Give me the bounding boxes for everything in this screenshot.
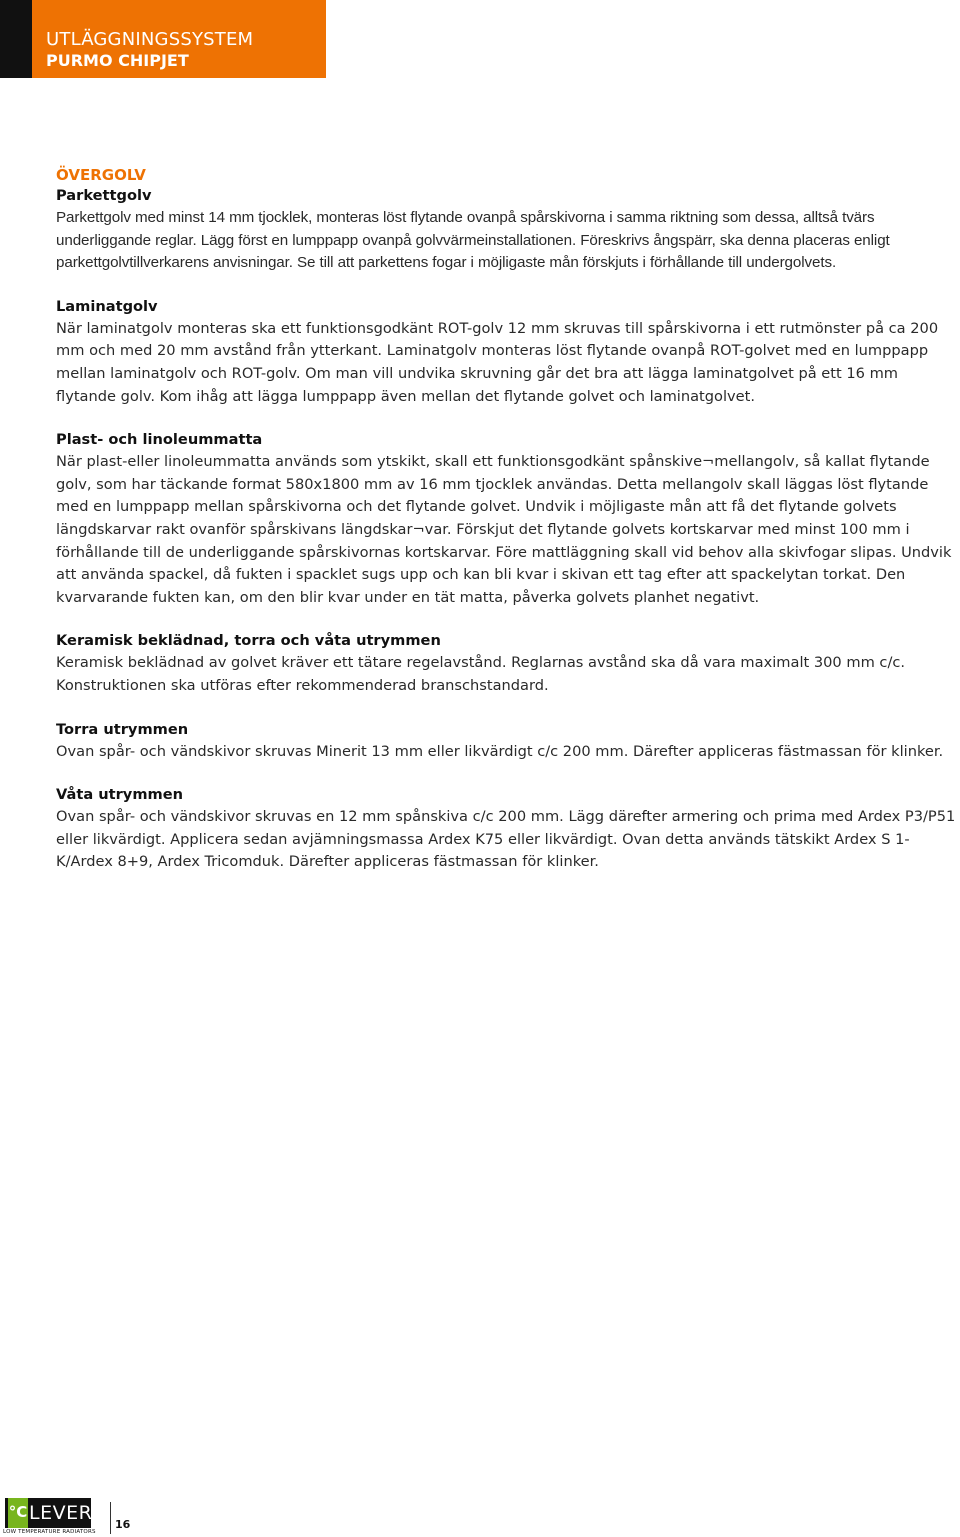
- text-block-keramisk: [56, 630, 960, 697]
- logo-wordmark: LEVER: [29, 1502, 93, 1524]
- block-heading: Parkettgolv: [56, 187, 152, 204]
- degree-celsius-icon: °C: [8, 1498, 28, 1528]
- block-text: När laminatgolv monteras ska ett funktionsgodkänt ROT-golv 12 mm skruvas till spårskivorna i ett rutmönster på ca 200 mm och med 20 mm avstånd från ytterkant. Laminatgolv monteras löst flytande ovanpå ROT-golvet med en lumppapp mellan laminatgolv och ROT-golv. Om man vill undvika skruvning går det bra att lägga laminatgolvet på ett 16 mm flytande golv. Kom ihåg att lägga lumppapp även mellan det flytande golvet och laminatgolvet.: [56, 319, 939, 405]
- text-block-torra-utrymmen: [56, 719, 960, 764]
- page-number-divider: [110, 1502, 111, 1534]
- header-subtitle: PURMO CHIPJET: [46, 51, 189, 70]
- header-black-bar: [0, 0, 32, 78]
- block-heading: Våta utrymmen: [56, 786, 184, 804]
- block-text: Keramisk beklädnad av golvet kräver ett tätare regelavstånd. Reglarnas avstånd ska då vara maximalt 300 mm c/c. Konstruktionen ska utföras efter rekommenderad branschstandard.: [56, 654, 906, 694]
- block-heading: Torra utrymmen: [56, 720, 189, 738]
- header-title: UTLÄGGNINGSSYSTEM: [46, 29, 254, 50]
- clever-logo: [5, 1498, 91, 1528]
- block-text: När plast-eller linoleummatta används som ytskikt, skall ett funktionsgodkänt spånskive¬mellangolv, så kallat flytande golv, som har täckande format 580x1800 mm av 16 mm tjocklek användas. Detta mellangolv skall läggas löst flytande med en lumppapp mellan spårskivorna och det flytande golvet. Undvik i möjligaste mån att få det flytande golvets längdskarvar rakt ovanför spårskivans längdskar¬var. Förskjut det flytande golvets kortskarvar med minst 100 mm i förhållande till de underliggande spårskivornas kortskarvar. Före mattläggning skall vid behov alla skivfogar slipas. Undvik att använda spackel, då fukten i spacklet sugs upp och kan bli kvar i skivan ett tag efter att spackelytan torkat. Den kvarvarande fukten kan, om den blir kvar under en tät matta, påverka golvets planhet negativt.: [56, 453, 952, 606]
- block-heading: Laminatgolv: [56, 297, 158, 315]
- text-block-laminatgolv: [56, 296, 960, 408]
- block-text: Parkettgolv med minst 14 mm tjocklek, monteras löst flytande ovanpå spårskivorna i samma riktning som dessa, alltså tvärs underliggande reglar. Lägg först en lumppapp ovanpå golvvärmeinstallationen. Föreskrivs ångspärr, ska denna placeras enligt parkettgolvtillverkarens anvisningar. Se till att parkettens fogar i möjligaste mån förskjuts i förhållande till undergolvets.: [56, 209, 890, 272]
- logo-tagline: LOW TEMPERATURE RADIATORS: [3, 1529, 96, 1535]
- text-block-vata-utrymmen: [56, 784, 960, 874]
- text-block-plastmatta: [56, 429, 960, 609]
- block-heading: Plast- och linoleummatta: [56, 431, 263, 449]
- text-block-parkettgolv: [56, 185, 960, 275]
- page-number: 16: [115, 1518, 131, 1531]
- block-text: Ovan spår- och vändskivor skruvas en 12 mm spånskiva c/c 200 mm. Lägg därefter armering och prima med Ardex P3/P51 eller likvärdigt. Applicera sedan avjämningsmassa Ardex K75 eller likvärdigt. Ovan detta används tätskikt Ardex S 1-K/Ardex 8+9, Ardex Tricomduk. Därefter appliceras fästmassan för klinker.: [56, 808, 956, 871]
- main-content: [56, 165, 960, 895]
- block-text: Ovan spår- och vändskivor skruvas Minerit 13 mm eller likvärdigt c/c 200 mm. Därefter appliceras fästmassan för klinker.: [56, 742, 944, 760]
- section-title: ÖVERGOLV: [56, 166, 146, 184]
- block-heading: Keramisk beklädnad, torra och våta utrymmen: [56, 632, 441, 650]
